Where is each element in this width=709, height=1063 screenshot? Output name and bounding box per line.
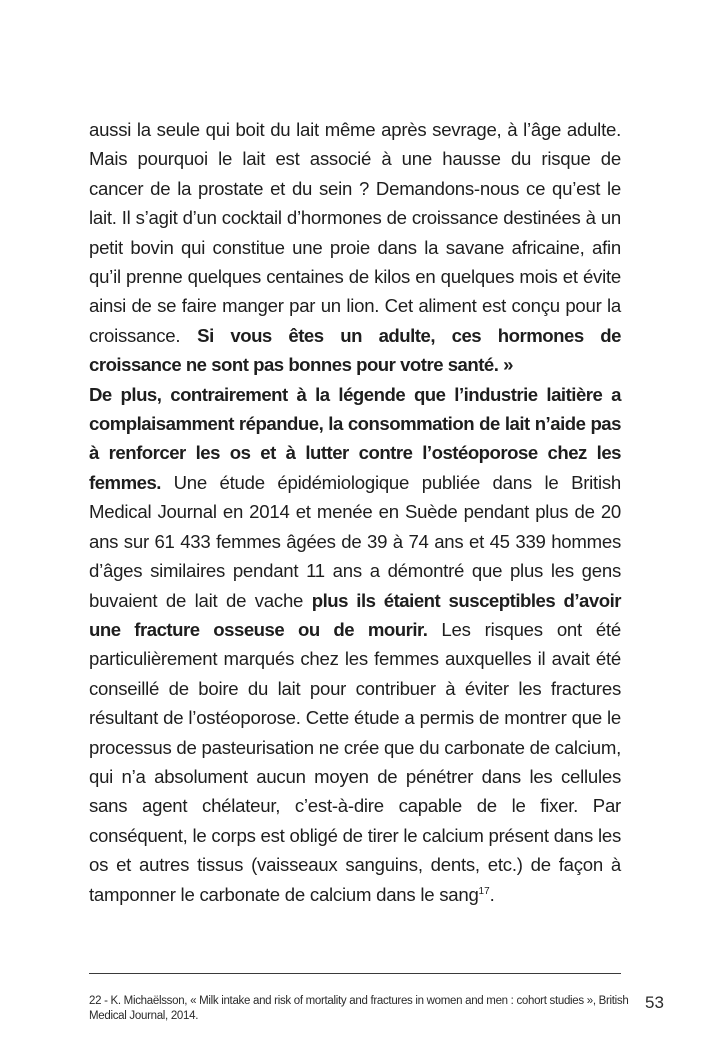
- paragraph-text: .: [489, 883, 495, 905]
- footnote: 22 - K. Michaëlsson, « Milk intake and risk of mortality and fractures in women and men : cohort studies », British Medical Journal, 2014.: [89, 995, 629, 1022]
- footnote-divider: [89, 973, 621, 974]
- paragraph-milk-hormones: [89, 115, 621, 380]
- emphasis-text: De plus, contrairement à la légende que l’industrie laitière a complaisamment répandue, la consommation de lait n’aide pas à renforcer les os et à lutter contre l’ostéoporose chez les femmes.: [89, 383, 621, 493]
- footnote-reference[interactable]: 17: [478, 885, 490, 897]
- paragraph-osteoporosis-study: [89, 380, 621, 909]
- paragraph-text: aussi la seule qui boit du lait même après sevrage, à l’âge adulte. Mais pourquoi le lait est associé à une hausse du risque de cancer de la prostate et du sein ? Demandons-nous ce qu’est le lait. Il s’agit d’un cocktail d’hormones de croissance destinées à un petit bovin qui constitue une proie dans la savane africaine, afin qu’il prenne quelques centaines de kilos en quelques mois et évite ainsi de se faire manger par un lion. Cet aliment est conçu pour la croissance.: [89, 119, 621, 346]
- emphasis-text: plus ils étaient susceptibles d’avoir une fracture osseuse ou de mourir.: [89, 589, 621, 640]
- paragraph-text: Les risques ont été particulièrement marqués chez les femmes auxquelles il avait été conseillé de boire du lait pour contribuer à éviter les fractures résultant de l’ostéoporose. Cette étude a permis de montrer que le processus de pasteurisation ne crée que du carbonate de calcium, qui n’a absolument aucun moyen de pénétrer dans les cellules sans agent chélateur, c’est-à-dire capable de le fixer. Par conséquent, le corps est obligé de tirer le calcium présent dans les os et autres tissus (vaisseaux sanguins, dents, etc.) de façon à tamponner le carbonate de calcium dans le sang: [89, 618, 622, 905]
- emphasis-text: Si vous êtes un adulte, ces hormones de croissance ne sont pas bonnes pour votre santé. »: [89, 324, 621, 376]
- main-text: [89, 115, 621, 909]
- paragraph-text: Une étude épidémiologique publiée dans le British Medical Journal en 2014 et menée en Suède pendant plus de 20 ans sur 61 433 femmes âgées de 39 à 74 ans et 45 339 hommes d’âges similaires pendant 11 ans a démontré que plus les gens buvaient de lait de vache: [89, 471, 621, 611]
- page-number: 53: [645, 993, 664, 1012]
